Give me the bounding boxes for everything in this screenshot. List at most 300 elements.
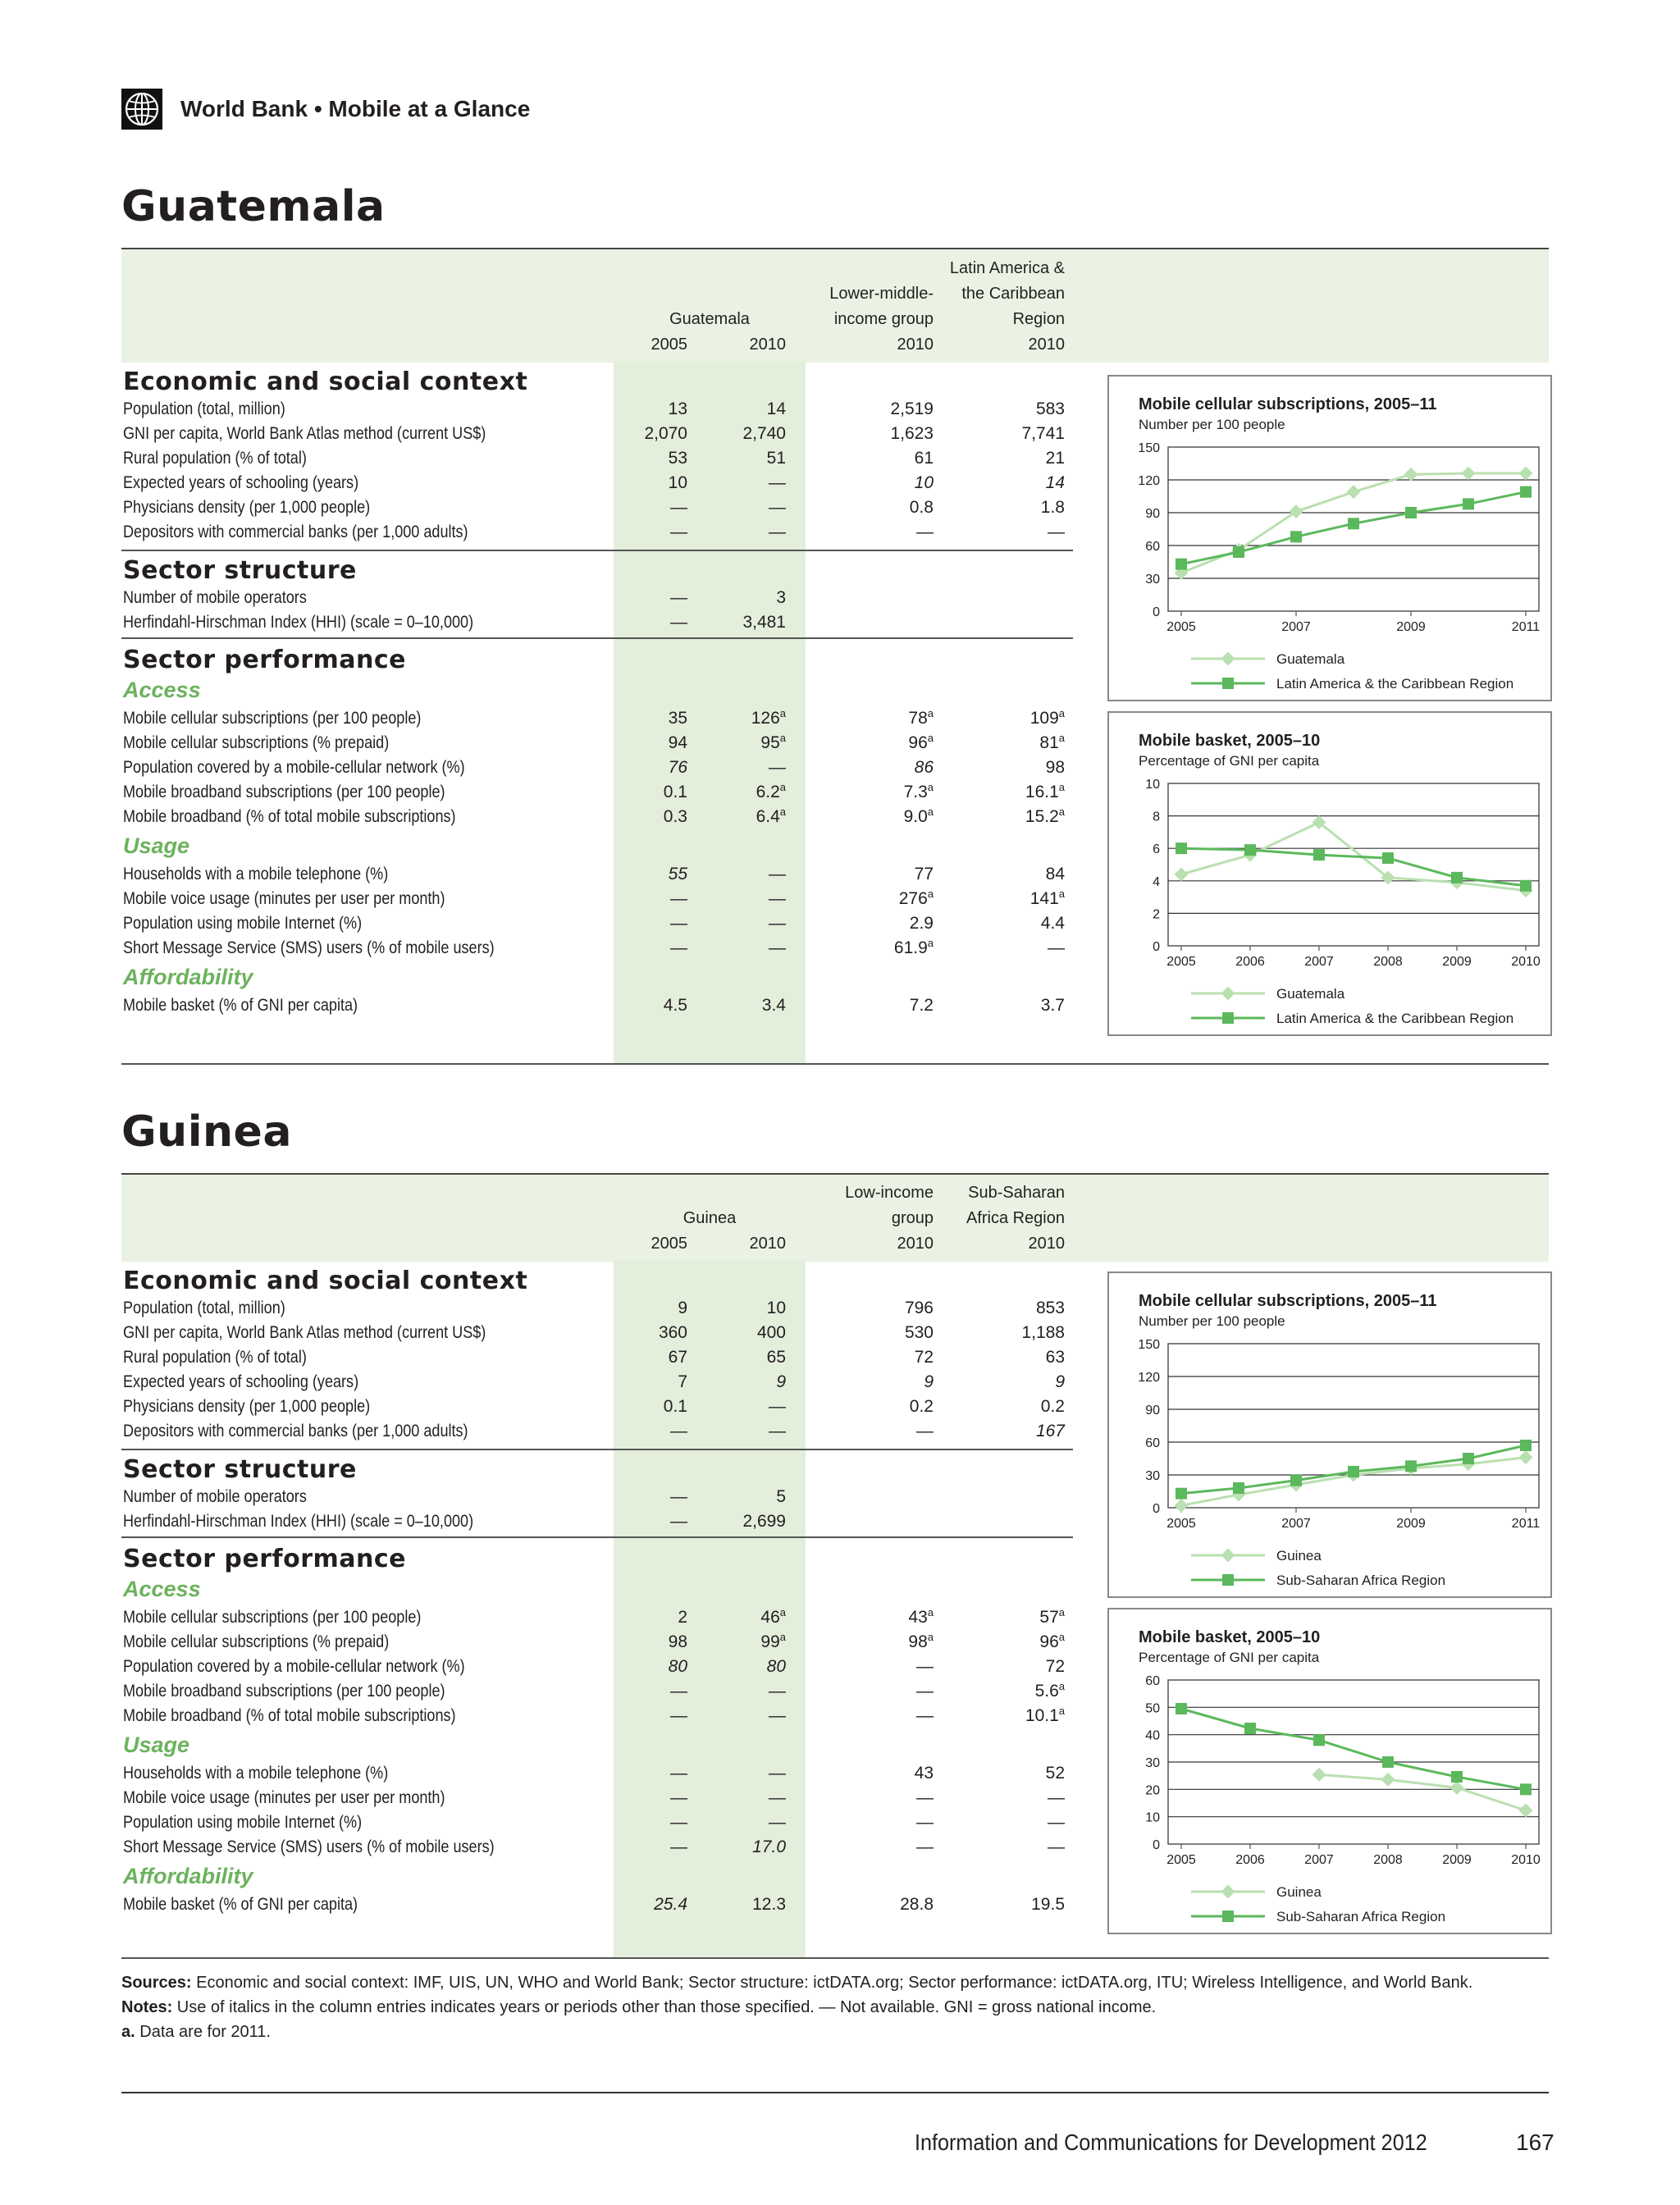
table-row [123, 706, 1066, 731]
y-tick-label: 60 [1145, 1674, 1160, 1688]
y-tick-label: 2 [1153, 907, 1160, 922]
table-row [123, 1395, 1066, 1419]
col-country-label: Guatemala [669, 310, 750, 328]
table-row [123, 1630, 1066, 1655]
y-tick-label: 60 [1145, 1436, 1160, 1450]
y-tick-label: 0 [1153, 605, 1160, 619]
table-row [123, 422, 1066, 446]
row-label: Population (total, million) [123, 1299, 285, 1317]
data-point [1405, 507, 1417, 518]
chart-ylabel: Percentage of GNI per capita [1139, 753, 1320, 769]
section-performance: Sector performance [123, 1545, 406, 1573]
table-cell: — [1048, 1813, 1065, 1832]
legend-marker [1221, 1549, 1235, 1563]
data-point [1451, 872, 1463, 883]
x-tick-label: 2005 [1166, 1853, 1196, 1867]
y-tick-label: 150 [1138, 1338, 1160, 1352]
chart-basket-guinea [1107, 1608, 1552, 1934]
subsection-affordability: Affordability [123, 1864, 253, 1888]
table-cell: — [769, 1788, 786, 1807]
row-label: Expected years of schooling (years) [123, 1372, 359, 1391]
y-tick-label: 8 [1153, 810, 1160, 824]
table-cell: — [769, 1706, 786, 1725]
table-row [123, 1485, 1066, 1509]
table-cell: 400 [756, 1323, 786, 1342]
table-cell: — [670, 938, 687, 957]
chart-ylabel: Number per 100 people [1139, 1313, 1285, 1329]
table-cell: 0.2 [909, 1397, 934, 1416]
table-cell: — [670, 914, 687, 933]
table-cell: 78$^a$ [908, 707, 934, 728]
y-tick-label: 30 [1145, 1756, 1160, 1770]
table-cell: 7 [678, 1372, 687, 1391]
col-group-label: Lower-middle- income group [829, 285, 934, 328]
table-cell: 77 [914, 865, 934, 883]
chart-ylabel: Percentage of GNI per capita [1139, 1650, 1320, 1665]
row-label: Mobile cellular subscriptions (per 100 people) [123, 1608, 422, 1627]
legend-marker [1221, 652, 1235, 666]
table-cell: — [769, 498, 786, 517]
plot-area [1168, 1344, 1539, 1508]
table-cell: 7.3$^a$ [903, 781, 934, 801]
notes-block [121, 1970, 1565, 2044]
y-tick-label: 4 [1153, 874, 1160, 889]
row-label: Households with a mobile telephone (%) [123, 865, 389, 883]
rule [121, 1449, 1073, 1450]
row-label: Population covered by a mobile-cellular network (%) [123, 1657, 465, 1676]
row-label: Mobile voice usage (minutes per user per month) [123, 889, 445, 908]
table-row [123, 936, 1066, 961]
rule [121, 1063, 1549, 1065]
table-cell: 16.1$^a$ [1025, 781, 1065, 801]
table-cell: 65 [766, 1348, 786, 1367]
table-cell: 2,699 [742, 1512, 786, 1531]
table-cell: — [670, 613, 687, 632]
table-cell: 51 [766, 449, 786, 468]
data-point [1347, 485, 1361, 499]
table-cell: 583 [1035, 399, 1065, 418]
subsection-usage: Usage [123, 833, 190, 858]
y-tick-label: 120 [1138, 1371, 1160, 1385]
row-label: Mobile broadband subscriptions (per 100 people) [123, 783, 445, 801]
year-label: 2010 [749, 1235, 786, 1253]
legend-label: Guinea [1276, 1884, 1322, 1900]
table-cell: — [769, 1813, 786, 1832]
table-cell: — [1048, 938, 1065, 957]
table-cell: 109$^a$ [1029, 707, 1065, 728]
data-point [1405, 1460, 1417, 1472]
chart-title: Mobile basket, 2005–10 [1139, 732, 1321, 750]
data-point [1450, 1781, 1464, 1795]
table-row [123, 520, 1066, 545]
row-label: Mobile broadband (% of total mobile subscriptions) [123, 1706, 456, 1725]
table-cell: — [670, 1706, 687, 1725]
table-cell: — [670, 1788, 687, 1807]
table-cell: 94 [668, 733, 687, 752]
x-tick-label: 2010 [1511, 955, 1541, 969]
rule [121, 1957, 1549, 1959]
table-cell: — [916, 1706, 934, 1725]
table-cell: — [1048, 523, 1065, 541]
sources-line: Sources: Economic and social context: IMF, UIS, UN, WHO and World Bank; Sector structure: ictDATA.org; Sector performance: ictDATA.org, ITU; Wireless Intelligence, and World Bank. [121, 1974, 1473, 1992]
table-cell: 10 [766, 1299, 786, 1317]
row-label: Number of mobile operators [123, 1487, 307, 1506]
x-tick-label: 2008 [1373, 955, 1403, 969]
table-cell: 57$^a$ [1039, 1606, 1065, 1627]
table-cell: — [769, 473, 786, 492]
rule [121, 550, 1073, 551]
chart-subscriptions-guinea [1107, 1271, 1552, 1598]
series-line [1181, 848, 1526, 886]
x-tick-label: 2009 [1396, 1517, 1426, 1531]
table-cell: 9 [776, 1372, 786, 1391]
table-cell: 14 [766, 399, 786, 418]
section-structure: Sector structure [123, 556, 357, 585]
year-label: 2005 [651, 336, 687, 354]
table-cell: — [769, 1764, 786, 1783]
table-cell: 3,481 [742, 613, 786, 632]
table-row [123, 1345, 1066, 1370]
table-cell: — [769, 889, 786, 908]
data-point [1175, 1499, 1189, 1513]
row-label: Mobile cellular subscriptions (% prepaid) [123, 1632, 390, 1651]
data-point [1462, 467, 1476, 481]
table-row [123, 862, 1066, 887]
y-tick-label: 90 [1145, 507, 1160, 521]
x-tick-label: 2009 [1442, 955, 1472, 969]
section-economic: Economic and social context [123, 1267, 528, 1295]
table-cell: 9 [924, 1372, 934, 1391]
table-cell: 14 [1045, 473, 1065, 492]
table-cell: 3.7 [1040, 996, 1065, 1015]
row-label: Mobile basket (% of GNI per capita) [123, 996, 358, 1015]
table-cell: 46$^a$ [760, 1606, 786, 1627]
table-cell: 9.0$^a$ [903, 806, 934, 826]
x-tick-label: 2006 [1235, 955, 1265, 969]
x-tick-label: 2008 [1373, 1853, 1403, 1867]
table-cell: — [916, 1657, 934, 1676]
table-cell: — [670, 1764, 687, 1783]
year-label: 2005 [651, 1235, 687, 1253]
table-cell: 96$^a$ [1039, 1631, 1065, 1651]
data-point [1519, 467, 1533, 481]
table-row [123, 610, 1066, 635]
section-performance: Sector performance [123, 646, 406, 674]
legend-label: Guinea [1276, 1548, 1322, 1564]
section-economic: Economic and social context [123, 368, 528, 396]
table-cell: 9 [678, 1299, 687, 1317]
table-row [123, 911, 1066, 936]
row-label: Population covered by a mobile-cellular network (%) [123, 758, 465, 777]
table-cell: — [769, 865, 786, 883]
table-cell: 15.2$^a$ [1025, 806, 1065, 826]
table-row [123, 1835, 1066, 1860]
legend-label: Guatemala [1276, 986, 1345, 1002]
legend-marker [1222, 1574, 1234, 1586]
x-tick-label: 2009 [1442, 1853, 1472, 1867]
chart-title: Mobile cellular subscriptions, 2005–11 [1139, 1292, 1437, 1310]
table-cell: — [670, 1838, 687, 1856]
table-cell: 5 [776, 1487, 786, 1506]
table-cell: — [670, 1422, 687, 1440]
row-label: Number of mobile operators [123, 588, 307, 607]
table-cell: — [916, 523, 934, 541]
subsection-usage: Usage [123, 1732, 190, 1757]
data-point [1313, 1734, 1325, 1746]
y-tick-label: 20 [1145, 1783, 1160, 1798]
data-point [1290, 504, 1303, 518]
y-tick-label: 40 [1145, 1728, 1160, 1743]
table-cell: 67 [668, 1348, 687, 1367]
footer-publication: Information and Communications for Development 2012 [915, 2130, 1427, 2155]
footer-rule [121, 2092, 1549, 2093]
table-cell: — [769, 1397, 786, 1416]
y-tick-label: 120 [1138, 474, 1160, 488]
table-cell: 5.6$^a$ [1034, 1680, 1065, 1701]
table-cell: — [916, 1422, 934, 1440]
x-tick-label: 2007 [1281, 620, 1311, 634]
footer-page-number: 167 [1516, 2130, 1554, 2155]
table-row [123, 1296, 1066, 1321]
col-group-label: Low-income group [845, 1184, 934, 1227]
table-cell: 276$^a$ [898, 888, 934, 908]
data-point [1312, 1768, 1326, 1782]
y-tick-label: 50 [1145, 1701, 1160, 1716]
table-cell: 4.4 [1040, 914, 1065, 933]
table-row [123, 1679, 1066, 1704]
row-label: GNI per capita, World Bank Atlas method (current US$) [123, 1323, 486, 1342]
data-point [1244, 844, 1256, 856]
data-point [1463, 1453, 1474, 1464]
table-cell: 3.4 [761, 996, 786, 1015]
table-cell: 2,519 [890, 399, 934, 418]
table-cell: 3 [776, 588, 786, 607]
table-row [123, 586, 1066, 610]
country-title-guatemala: Guatemala [121, 182, 386, 231]
header-title: World Bank • Mobile at a Glance [180, 96, 531, 121]
table-cell: 98 [1045, 758, 1065, 777]
table-cell: 4.5 [663, 996, 687, 1015]
table-cell: — [670, 523, 687, 541]
table-row [123, 1704, 1066, 1728]
data-point [1348, 518, 1359, 529]
data-point [1176, 842, 1187, 854]
legend-label: Latin America & the Caribbean Region [1276, 676, 1514, 692]
table-cell: 6.4$^a$ [756, 806, 786, 826]
table-cell: — [1048, 1838, 1065, 1856]
x-tick-label: 2011 [1511, 620, 1541, 634]
row-label: Population (total, million) [123, 399, 285, 418]
table-cell: — [769, 758, 786, 777]
table-row [123, 805, 1066, 829]
row-label: Herfindahl-Hirschman Index (HHI) (scale = 0–10,000) [123, 1512, 474, 1531]
table-cell: 7,741 [1021, 424, 1065, 443]
table-cell: 43 [914, 1764, 934, 1783]
row-label: Herfindahl-Hirschman Index (HHI) (scale = 0–10,000) [123, 613, 474, 632]
table-cell: 7.2 [909, 996, 934, 1015]
table-cell: — [916, 1813, 934, 1832]
table-cell: — [916, 1838, 934, 1856]
legend-marker [1221, 1885, 1235, 1899]
table-cell: 76 [668, 758, 687, 777]
table-cell: 95$^a$ [760, 732, 786, 752]
row-label: Rural population (% of total) [123, 1348, 307, 1367]
table-row [123, 471, 1066, 495]
data-point [1176, 1488, 1187, 1500]
data-point [1233, 1482, 1244, 1494]
y-tick-label: 30 [1145, 1469, 1160, 1483]
table-cell: 80 [668, 1657, 687, 1676]
row-label: Expected years of schooling (years) [123, 473, 359, 492]
subsection-access: Access [123, 1577, 201, 1601]
x-tick-label: 2007 [1304, 955, 1334, 969]
table-cell: 61 [914, 449, 934, 468]
table-cell: 0.2 [1040, 1397, 1065, 1416]
page-header [121, 89, 530, 130]
table-cell: 2,740 [742, 424, 786, 443]
table-cell: 0.1 [663, 1397, 687, 1416]
table-cell: — [670, 1512, 687, 1531]
x-tick-label: 2009 [1396, 620, 1426, 634]
x-tick-label: 2006 [1235, 1853, 1265, 1867]
y-tick-label: 0 [1153, 1502, 1160, 1516]
table-cell: 81$^a$ [1039, 732, 1065, 752]
year-label: 2010 [1028, 336, 1065, 354]
rule [121, 637, 1073, 639]
year-label: 2010 [749, 336, 786, 354]
chart-ylabel: Number per 100 people [1139, 417, 1285, 432]
row-label: Households with a mobile telephone (%) [123, 1764, 389, 1783]
table-cell: 98 [668, 1632, 687, 1651]
table-cell: — [670, 889, 687, 908]
table-cell: 43$^a$ [908, 1606, 934, 1627]
row-label: Population using mobile Internet (%) [123, 1813, 363, 1832]
data-point [1382, 852, 1394, 864]
row-label: Mobile cellular subscriptions (per 100 people) [123, 709, 422, 728]
row-label: Mobile broadband subscriptions (per 100 people) [123, 1682, 445, 1701]
table-row [123, 993, 1066, 1018]
legend-marker [1221, 987, 1235, 1001]
y-tick-label: 0 [1153, 1838, 1160, 1852]
data-point [1313, 849, 1325, 861]
table-cell: 84 [1045, 865, 1065, 883]
x-tick-label: 2007 [1281, 1517, 1311, 1531]
table-cell: 25.4 [654, 1895, 687, 1914]
data-point [1381, 1773, 1395, 1787]
row-label: Physicians density (per 1,000 people) [123, 498, 371, 517]
legend-label: Sub-Saharan Africa Region [1276, 1909, 1446, 1924]
table-cell: — [769, 523, 786, 541]
table-row [123, 887, 1066, 911]
data-point [1520, 1440, 1532, 1451]
table-row [123, 1370, 1066, 1395]
table-cell: — [670, 1487, 687, 1506]
table-cell: — [769, 914, 786, 933]
table-cell: 1,188 [1021, 1323, 1065, 1342]
row-label: Depositors with commercial banks (per 1,000 adults) [123, 1422, 468, 1440]
table-cell: 2.9 [909, 914, 934, 933]
footnote-a: a. Data are for 2011. [121, 2023, 271, 2041]
row-label: GNI per capita, World Bank Atlas method (current US$) [123, 424, 486, 443]
row-label: Short Message Service (SMS) users (% of mobile users) [123, 1838, 495, 1856]
table-cell: 17.0 [752, 1838, 786, 1856]
table-row [123, 1761, 1066, 1786]
table-cell: 28.8 [900, 1895, 934, 1914]
table-cell: 360 [658, 1323, 687, 1342]
row-label: Population using mobile Internet (%) [123, 914, 363, 933]
table-cell: 6.2$^a$ [756, 781, 786, 801]
table-cell: 0.3 [663, 807, 687, 826]
subsection-affordability: Affordability [123, 965, 253, 989]
table-cell: — [670, 1813, 687, 1832]
data-point [1290, 531, 1302, 542]
table-row [123, 1321, 1066, 1345]
y-tick-label: 150 [1138, 441, 1160, 455]
series-line [1319, 1774, 1526, 1810]
col-country-label: Guinea [682, 1209, 737, 1227]
row-label: Mobile cellular subscriptions (% prepaid) [123, 733, 390, 752]
table-row [123, 731, 1066, 756]
table-row [123, 1892, 1066, 1917]
table-cell: — [769, 1682, 786, 1701]
table-cell: 98$^a$ [908, 1631, 934, 1651]
table-cell: 52 [1045, 1764, 1065, 1783]
data-point [1382, 1756, 1394, 1768]
data-point [1520, 880, 1532, 892]
table-cell: 55 [668, 865, 687, 883]
y-tick-label: 0 [1153, 940, 1160, 954]
x-tick-label: 2011 [1511, 1517, 1541, 1531]
table-cell: 853 [1035, 1299, 1065, 1317]
table-cell: 96$^a$ [908, 732, 934, 752]
data-point [1519, 1450, 1533, 1464]
x-tick-label: 2005 [1166, 955, 1196, 969]
col-region-label: Latin America & the Caribbean Region [949, 259, 1065, 328]
table-row [123, 397, 1066, 422]
table-cell: 99$^a$ [760, 1631, 786, 1651]
year-label: 2010 [897, 1235, 934, 1253]
table-row [123, 780, 1066, 805]
table-cell: 1,623 [890, 424, 934, 443]
x-tick-label: 2010 [1511, 1853, 1541, 1867]
row-label: Mobile basket (% of GNI per capita) [123, 1895, 358, 1914]
row-label: Short Message Service (SMS) users (% of mobile users) [123, 938, 495, 957]
row-label: Mobile voice usage (minutes per user per month) [123, 1788, 445, 1807]
table-cell: 21 [1045, 449, 1065, 468]
legend-marker [1222, 678, 1234, 689]
table-cell: 141$^a$ [1029, 888, 1065, 908]
chart-title: Mobile cellular subscriptions, 2005–11 [1139, 395, 1437, 413]
world-bank-globe-icon [121, 89, 162, 130]
table-cell: 0.1 [663, 783, 687, 801]
table-cell: 9 [1055, 1372, 1065, 1391]
y-tick-label: 30 [1145, 573, 1160, 587]
data-point [1520, 1783, 1532, 1795]
table-row [123, 1655, 1066, 1679]
data-point [1176, 1703, 1187, 1714]
x-tick-label: 2005 [1166, 620, 1196, 634]
row-label: Depositors with commercial banks (per 1,000 adults) [123, 523, 468, 541]
x-tick-label: 2007 [1304, 1853, 1334, 1867]
data-point [1244, 1723, 1256, 1734]
table-row [123, 1509, 1066, 1534]
chart-title: Mobile basket, 2005–10 [1139, 1628, 1321, 1646]
table-row [123, 446, 1066, 471]
legend-label: Guatemala [1276, 651, 1345, 667]
section-structure: Sector structure [123, 1455, 357, 1484]
rule [121, 1536, 1073, 1538]
table-cell: 10 [668, 473, 687, 492]
